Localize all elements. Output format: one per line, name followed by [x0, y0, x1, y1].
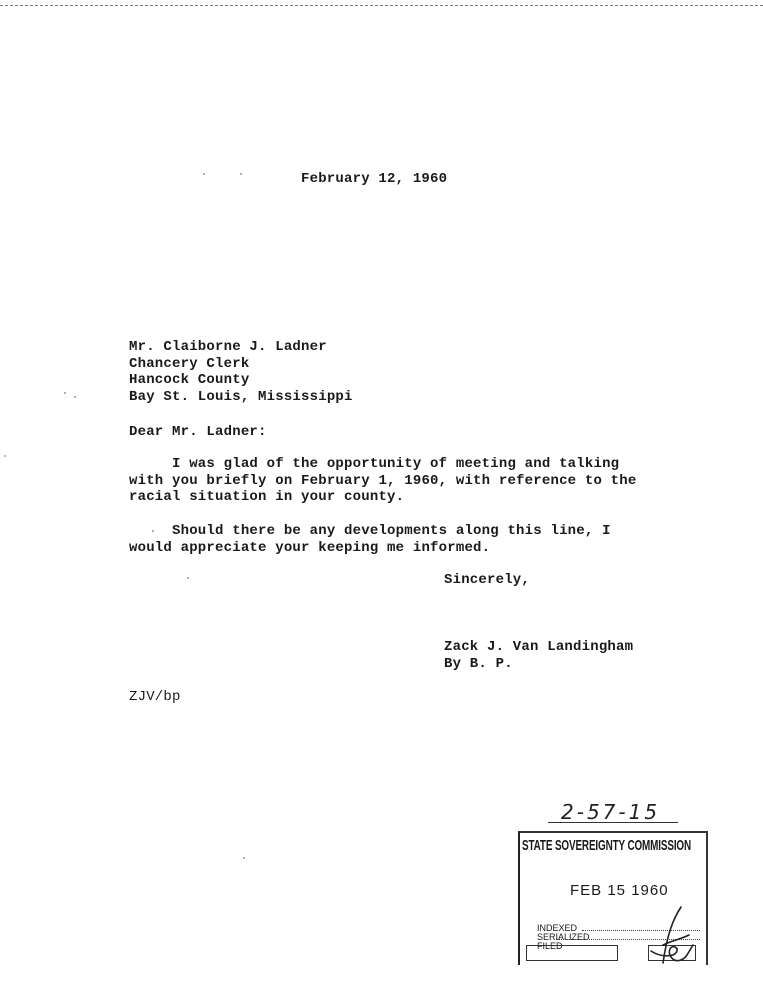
stamp-title: STATE SOVEREIGNTY COMMISSION	[522, 837, 692, 854]
paragraph-1-line-2: with you briefly on February 1, 1960, with reference to the	[129, 472, 637, 489]
signer-by: By B. P.	[444, 655, 513, 672]
address-line-1: Mr. Claiborne J. Ladner	[129, 339, 327, 355]
scan-speck	[240, 173, 242, 175]
address-line-4: Bay St. Louis, Mississippi	[129, 388, 353, 405]
paragraph-2-line-2: would appreciate your keeping me informed.	[129, 539, 491, 556]
scan-speck	[187, 577, 189, 579]
address-line-2: Chancery Clerk	[129, 355, 250, 372]
stamp-row-label: INDEXED	[537, 923, 578, 933]
stamp-field-box	[526, 945, 618, 961]
salutation: Dear Mr. Ladner:	[129, 424, 267, 440]
paragraph-1-line-1: I was glad of the opportunity of meeting and talking	[129, 456, 620, 472]
address-line-3: Hancock County	[129, 372, 250, 388]
handwritten-initials-signature	[643, 905, 703, 967]
scan-speck	[203, 173, 205, 175]
scan-speck	[64, 392, 66, 394]
paragraph-1-line-3: racial situation in your county.	[129, 489, 405, 505]
stamp-row-label: SERIALIZED	[537, 932, 590, 942]
scan-speck	[74, 396, 76, 398]
stamp-row-label: FILED	[537, 941, 563, 951]
paragraph-2-line-1: Should there be any developments along this line, I	[129, 523, 611, 539]
reference-initials: ZJV/bp	[129, 689, 181, 705]
letter-date: February 12, 1960	[301, 171, 448, 187]
scan-speck	[4, 455, 6, 457]
closing: Sincerely,	[444, 572, 531, 588]
file-number-underline	[548, 822, 678, 823]
signer-name: Zack J. Van Landingham	[444, 639, 634, 655]
handwritten-file-number: 2-57-15	[561, 800, 661, 824]
stamp-date: FEB 15 1960	[570, 882, 669, 899]
scan-speck	[243, 857, 245, 859]
top-edge-rule	[0, 5, 763, 6]
commission-stamp	[518, 827, 708, 967]
